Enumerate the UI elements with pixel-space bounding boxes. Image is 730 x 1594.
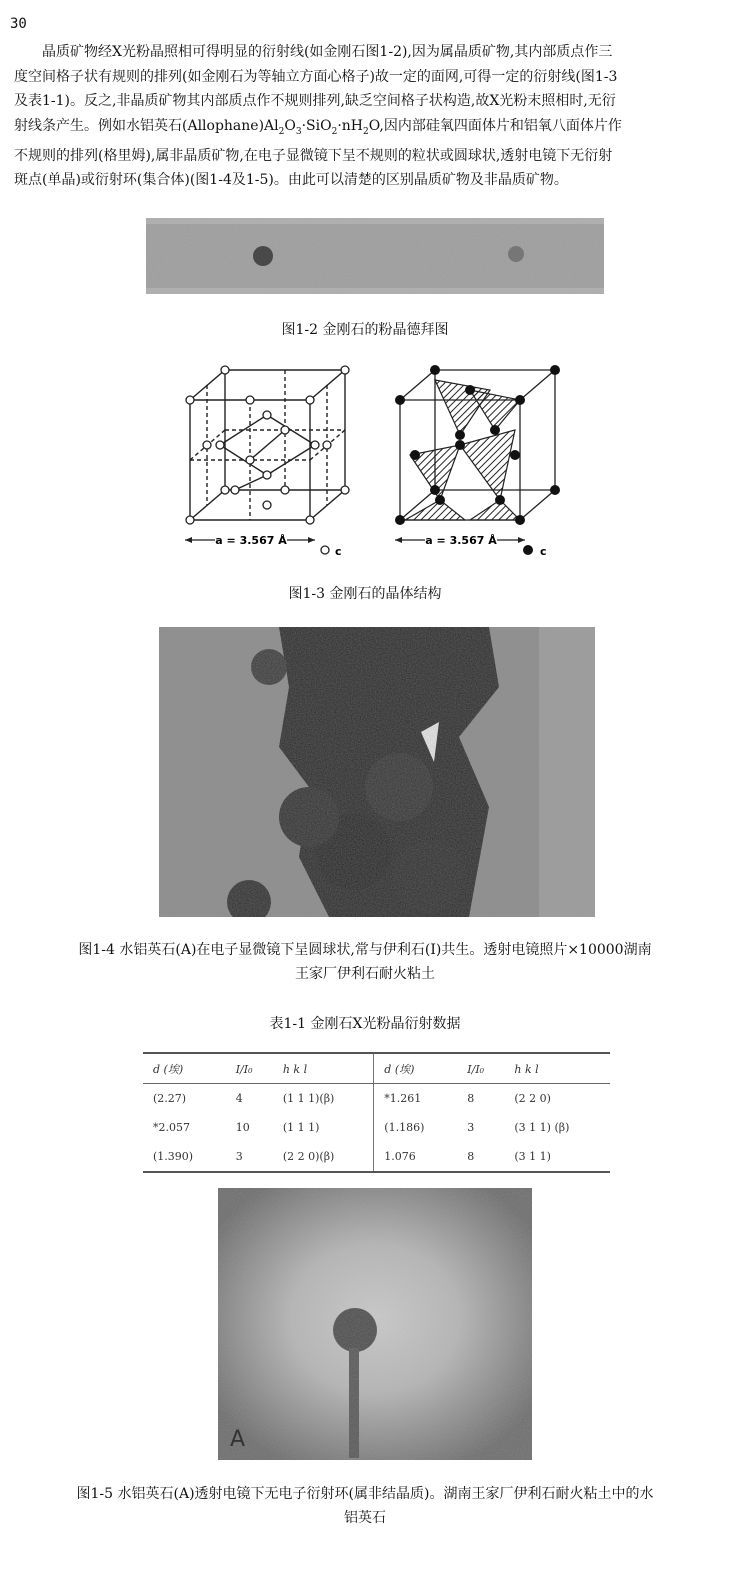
figure-1-5-caption-line-2: 铝英石 bbox=[344, 1510, 386, 1526]
figure-1-5-caption-line-1: 图1-5 水铝英石(A)透射电镜下无电子衍射环(属非结晶质)。湖南王家厂伊利石耐火粘土中的水 bbox=[76, 1486, 654, 1502]
right-legend-label: c bbox=[540, 545, 547, 558]
table-cell: (3 1 1) bbox=[504, 1142, 610, 1172]
table-cell: (2.27) bbox=[153, 1092, 187, 1105]
para-line-3: 及表1-1)。反之,非晶质矿物其内部质点作不规则排列,缺乏空间格子状构造,故X光粉末照相时,无衍 bbox=[14, 93, 616, 109]
table-cell: *2.057 bbox=[153, 1121, 190, 1134]
table-cell: (1.390) bbox=[143, 1142, 226, 1172]
header-intensity-1: I/I₀ bbox=[226, 1053, 273, 1084]
table-cell: 3 bbox=[467, 1121, 475, 1134]
table-cell: 8 bbox=[457, 1142, 504, 1172]
para-line-5: 不规则的排列(格里姆),属非晶质矿物,在电子显微镜下呈不规则的粒状或圆球状,透射电镜下无衍射 bbox=[14, 147, 613, 164]
figure-1-2-caption: 图1-2 金刚石的粉晶德拜图 bbox=[281, 322, 449, 338]
body-paragraph bbox=[14, 40, 714, 193]
table-cell: (2 2 0)(β) bbox=[273, 1142, 374, 1172]
table-row bbox=[143, 1113, 610, 1142]
diffraction-data-table bbox=[143, 1052, 610, 1173]
left-dimension-label: a = 3.567 Å bbox=[215, 534, 287, 547]
table-cell: 8 bbox=[467, 1092, 475, 1105]
table-cell: (1 1 1)(β) bbox=[273, 1084, 374, 1114]
tem-photo-no-diffraction bbox=[218, 1188, 532, 1460]
table-cell: 10 bbox=[235, 1121, 250, 1134]
table-row bbox=[143, 1084, 610, 1114]
para-line-1: 晶质矿物经X光粉晶照相可得明显的衍射线(如金刚石图1-2),因为属晶质矿物,其内部质点作三 bbox=[42, 44, 613, 60]
table-cell: (1.186) bbox=[384, 1121, 425, 1134]
para-line-6: 斑点(单晶)或衍射环(集合体)(图1-4及1-5)。由此可以清楚的区别晶质矿物及非晶质矿物。 bbox=[14, 172, 568, 189]
figure-1-4-caption-line-1: 图1-4 水铝英石(A)在电子显微镜下呈圆球状,常与伊利石(Ⅰ)共生。透射电镜照片×10000湖南 bbox=[78, 942, 652, 958]
figure-1-4-caption-line-2: 王家厂伊利石耐火粘土 bbox=[295, 966, 435, 982]
debye-powder-photo bbox=[146, 218, 604, 294]
figure-1-4-caption bbox=[20, 938, 710, 986]
page-number: 30 bbox=[10, 16, 27, 32]
table-cell: (3 1 1) (β) bbox=[514, 1121, 570, 1134]
right-dimension-label: a = 3.567 Å bbox=[425, 534, 497, 547]
table-cell: (1 1 1) bbox=[273, 1113, 374, 1142]
header-d-2: d (埃) bbox=[374, 1053, 457, 1084]
left-cube bbox=[190, 370, 345, 520]
header-hkl-2: h k l bbox=[504, 1053, 610, 1084]
table-header-row bbox=[143, 1053, 610, 1084]
table-row bbox=[143, 1142, 610, 1172]
table-cell: 3 bbox=[226, 1142, 273, 1172]
header-d-1: d (埃) bbox=[143, 1053, 226, 1084]
figure-1-3-caption: 图1-3 金刚石的晶体结构 bbox=[288, 586, 442, 602]
para-line-2: 度空间格子状有规则的排列(如金刚石为等轴立方面心格子)故一定的面网,可得一定的衍射线(图1-3 bbox=[14, 68, 618, 85]
figure-1-5-caption bbox=[20, 1482, 710, 1530]
table-cell: 1.076 bbox=[374, 1142, 457, 1172]
table-cell: 4 bbox=[235, 1092, 243, 1105]
header-hkl-1: h k l bbox=[273, 1053, 374, 1084]
photo-label-a: A bbox=[230, 1427, 246, 1452]
diamond-structure-diagram bbox=[170, 360, 580, 560]
para-line-4: 射线条产生。例如水铝英石$(Allophane)Al_2O_3\cdot SiO_2\cdot nH_2O$,因内部硅氧四面体片和铝氧八面体片作 bbox=[14, 117, 622, 137]
table-cell: *1.261 bbox=[384, 1092, 422, 1105]
tem-photo-allophane-illite bbox=[159, 627, 595, 917]
table-1-1-title: 表1-1 金刚石X光粉晶衍射数据 bbox=[269, 1016, 461, 1032]
left-legend-label: c bbox=[335, 545, 342, 558]
header-intensity-2: I/I₀ bbox=[457, 1053, 504, 1084]
table-cell: (2 2 0) bbox=[514, 1092, 551, 1105]
